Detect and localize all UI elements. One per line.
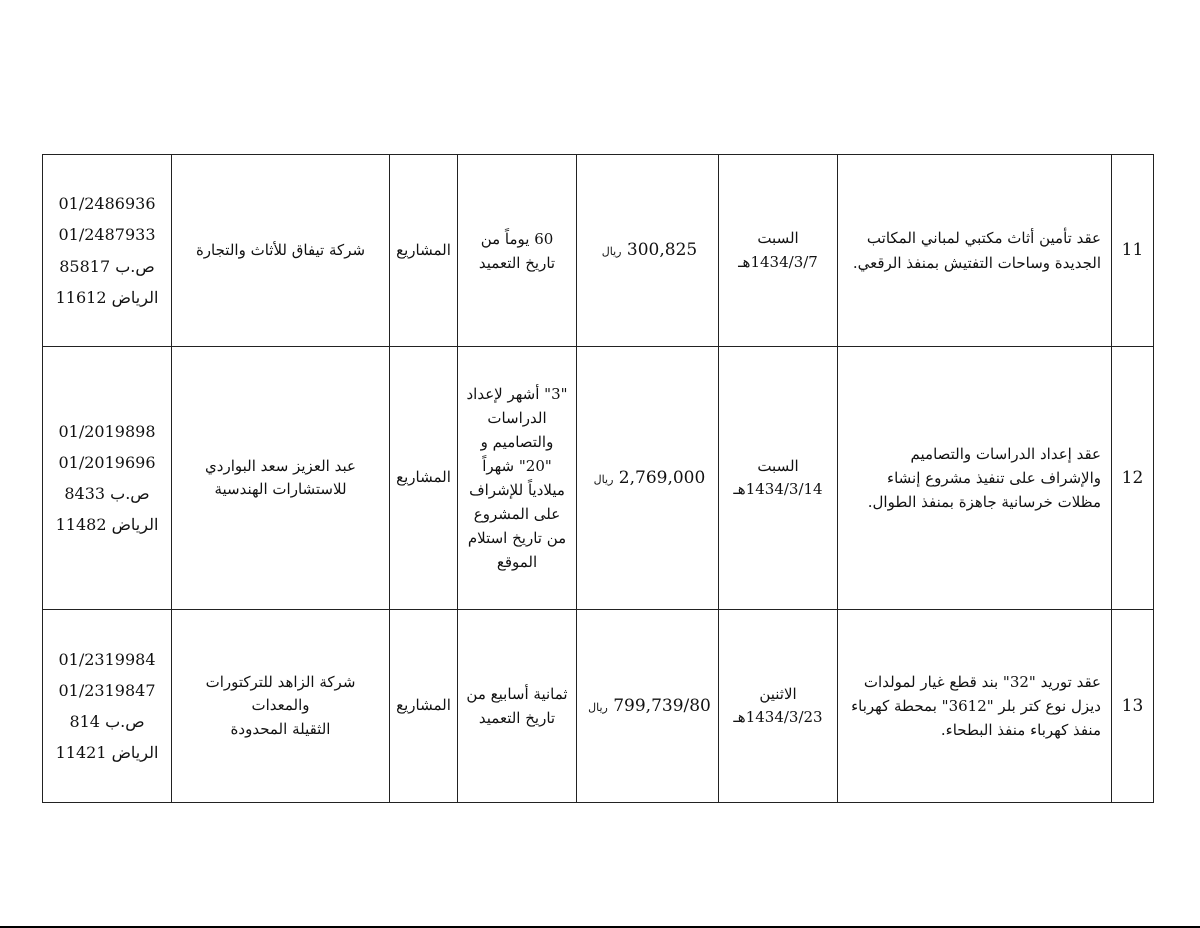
duration-line: "3" أشهر لإعداد bbox=[466, 385, 568, 403]
company-line: عبد العزيز سعد البواردي bbox=[205, 456, 356, 475]
contact-line: 01/2486936 bbox=[58, 194, 156, 214]
row-number: 13 bbox=[1112, 610, 1154, 803]
duration-line: الموقع bbox=[496, 553, 538, 571]
duration-line: ميلادياً للإشراف bbox=[469, 481, 565, 499]
contact-line: 01/2319847 bbox=[58, 680, 156, 700]
table-row bbox=[43, 610, 1154, 803]
contracts-table bbox=[42, 154, 1154, 803]
date-value: 1434/3/7هـ bbox=[738, 252, 818, 271]
contract-duration bbox=[458, 347, 577, 610]
duration-line: ثمانية أسابيع من bbox=[466, 685, 568, 703]
company-contact bbox=[43, 610, 172, 803]
amount-value: 2,769,000 bbox=[618, 467, 706, 488]
amount-currency: ريال bbox=[588, 700, 608, 714]
contract-duration bbox=[458, 610, 577, 803]
company-name bbox=[172, 610, 390, 803]
company-name bbox=[172, 347, 390, 610]
date-day: السبت bbox=[757, 229, 799, 248]
contact-line: 01/2019898 bbox=[58, 421, 156, 441]
duration-line: على المشروع bbox=[473, 505, 561, 523]
duration-line: الدراسات bbox=[487, 409, 547, 427]
department: المشاريع bbox=[390, 155, 458, 347]
contract-amount bbox=[577, 347, 719, 610]
date-day: الاثنين bbox=[759, 684, 797, 703]
contact-line: ص.ب 814 bbox=[69, 712, 145, 731]
date-value: 1434/3/14هـ bbox=[733, 480, 823, 498]
contact-line: ص.ب 85817 bbox=[59, 256, 155, 276]
contract-description: عقد إعداد الدراسات والتصاميم والإشراف على تنفيذ مشروع إنشاء مظلات خرسانية جاهزة بمنفذ الطوال. bbox=[838, 347, 1112, 610]
table-row bbox=[43, 155, 1154, 347]
contract-date bbox=[719, 155, 838, 347]
contact-line: 01/2487933 bbox=[58, 225, 156, 245]
department: المشاريع bbox=[390, 347, 458, 610]
contract-amount bbox=[577, 155, 719, 347]
duration-line: تاريخ التعميد bbox=[478, 709, 556, 727]
company-contact bbox=[43, 347, 172, 610]
company-line: شركة تيفاق للأثاث والتجارة bbox=[195, 240, 366, 259]
company-line: شركة الزاهد للتركتورات والمعدات bbox=[205, 673, 356, 715]
company-contact bbox=[43, 155, 172, 347]
amount-currency: ريال bbox=[601, 245, 622, 259]
contact-line: 01/2019696 bbox=[58, 452, 156, 472]
duration-line: تاريخ التعميد bbox=[478, 253, 556, 272]
duration-line: "20" شهراً bbox=[482, 457, 552, 475]
duration-line: والتصاميم و bbox=[480, 433, 554, 451]
contract-date bbox=[719, 347, 838, 610]
row-number: 11 bbox=[1112, 155, 1154, 347]
contact-line: الرياض 11421 bbox=[55, 743, 159, 763]
date-day: السبت bbox=[757, 456, 799, 475]
duration-line: من تاريخ استلام bbox=[467, 529, 567, 547]
company-name bbox=[172, 155, 390, 347]
contract-description: عقد توريد "32" بند قطع غيار لمولدات ديزل نوع كتر بلر "3612" بمحطة كهرباء منفذ كهرباء منفذ البطحاء. bbox=[838, 610, 1112, 803]
contact-line: الرياض 11612 bbox=[55, 287, 159, 307]
company-line: للاستشارات الهندسية bbox=[214, 480, 347, 498]
contract-description: عقد تأمين أثاث مكتبي لمباني المكاتب الجديدة وساحات التفتيش بمنفذ الرقعي. bbox=[838, 155, 1112, 347]
contact-line: الرياض 11482 bbox=[55, 515, 159, 535]
contract-amount bbox=[577, 610, 719, 803]
contact-line: ص.ب 8433 bbox=[64, 484, 150, 503]
company-line: الثقيلة المحدودة bbox=[230, 719, 331, 738]
row-number: 12 bbox=[1112, 347, 1154, 610]
amount-value: 799,739/80 bbox=[613, 695, 711, 716]
contact-line: 01/2319984 bbox=[58, 649, 156, 669]
date-value: 1434/3/23هـ bbox=[733, 708, 823, 726]
contract-duration bbox=[458, 155, 577, 347]
amount-currency: ريال bbox=[593, 472, 614, 486]
duration-line: 60 يوماً من bbox=[480, 229, 554, 248]
amount-value: 300,825 bbox=[626, 240, 698, 261]
table-row bbox=[43, 347, 1154, 610]
department: المشاريع bbox=[390, 610, 458, 803]
contract-date bbox=[719, 610, 838, 803]
